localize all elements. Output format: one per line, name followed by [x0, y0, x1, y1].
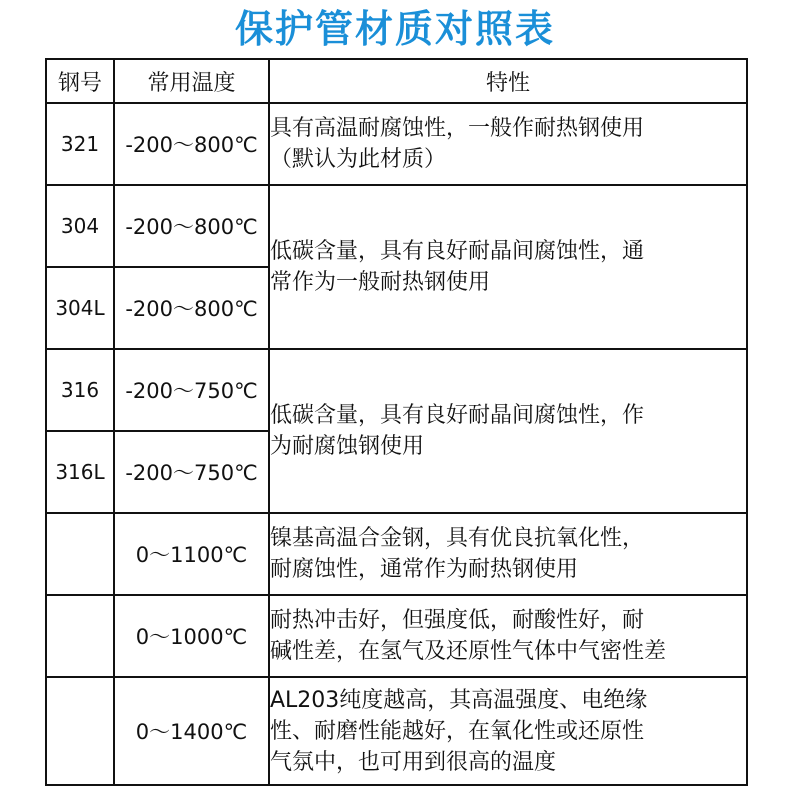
table-row [46, 349, 747, 431]
temperature-cell: -200～800℃ [114, 103, 269, 185]
grade-cell: 321 [46, 103, 114, 185]
table-row [46, 185, 747, 267]
property-line: 气氛中，也可用到很高的温度 [270, 749, 557, 775]
header-property: 特性 [269, 59, 747, 103]
property-line: 具有高温耐腐蚀性，一般作耐热钢使用 [270, 116, 645, 141]
property-cell [269, 595, 747, 677]
material-comparison-table [45, 58, 748, 786]
grade-cell [46, 677, 114, 785]
header-temperature: 常用温度 [114, 59, 269, 103]
grade-cell: 304L [46, 267, 114, 349]
header-grade: 钢号 [46, 59, 114, 103]
page-title: 保护管材质对照表 [234, 7, 555, 51]
property-line: 性、耐磨性能越好，在氧化性或还原性 [270, 718, 645, 744]
temperature-cell: -200～750℃ [114, 349, 269, 431]
property-line: 低碳含量，具有良好耐晶间腐蚀性，作 [270, 403, 645, 428]
temperature-cell: 0～1000℃ [114, 595, 269, 677]
grade-cell: 304 [46, 185, 114, 267]
grade-cell: 316L [46, 431, 114, 513]
table-row [46, 513, 747, 595]
temperature-cell: 0～1100℃ [114, 513, 269, 595]
property-line: （默认为此材质） [270, 147, 447, 172]
property-cell [269, 103, 747, 185]
property-cell [269, 349, 747, 513]
property-cell [269, 185, 747, 349]
temperature-cell: 0～1400℃ [114, 677, 269, 785]
property-line: 低碳含量，具有良好耐晶间腐蚀性，通 [270, 239, 645, 264]
temperature-cell: -200～750℃ [114, 431, 269, 513]
property-line: AL203纯度越高，其高温强度、电绝缘 [270, 687, 648, 713]
property-line: 碱性差，在氢气及还原性气体中气密性差 [270, 639, 667, 664]
property-cell [269, 677, 747, 785]
temperature-cell: -200～800℃ [114, 267, 269, 349]
table-row [46, 103, 747, 185]
property-line: 为耐腐蚀钢使用 [270, 434, 425, 459]
grade-cell [46, 513, 114, 595]
property-line: 耐腐蚀性，通常作为耐热钢使用 [270, 557, 579, 582]
grade-cell: 316 [46, 349, 114, 431]
property-cell [269, 513, 747, 595]
grade-cell [46, 595, 114, 677]
table-header-row [46, 59, 747, 103]
property-line: 常作为一般耐热钢使用 [270, 270, 491, 295]
property-line: 镍基高温合金钢，具有优良抗氧化性， [270, 526, 645, 551]
table-row [46, 677, 747, 785]
temperature-cell: -200～800℃ [114, 185, 269, 267]
property-line: 耐热冲击好，但强度低，耐酸性好，耐 [270, 608, 645, 633]
table-row [46, 595, 747, 677]
